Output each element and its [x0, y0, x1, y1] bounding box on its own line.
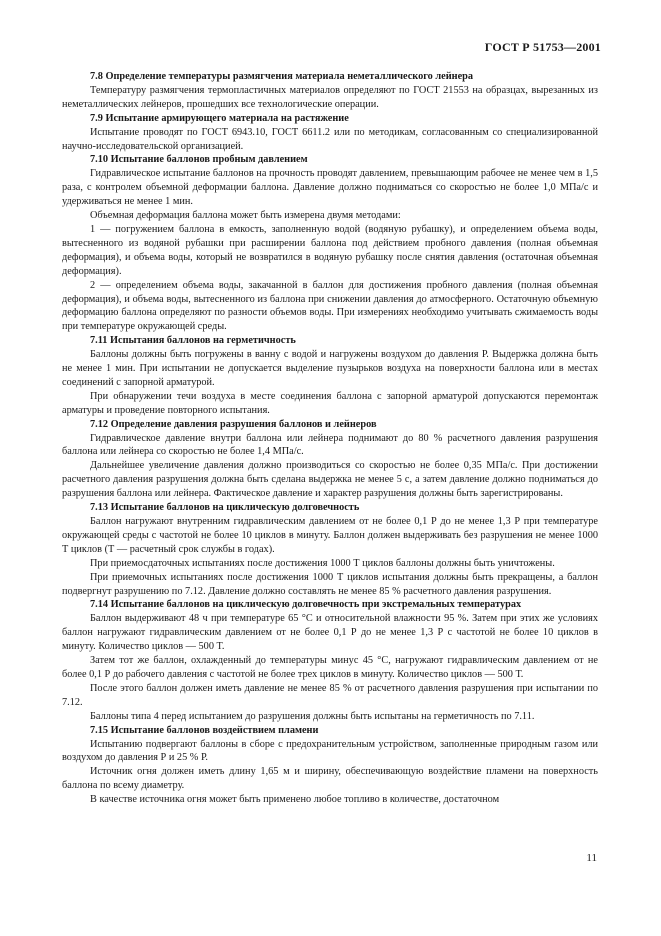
- paragraph: 2 — определением объема воды, закачанной в баллон для достижения пробного давления (полная объемная деформация), и объема воды, вытесненного из баллона при снижении давления до атмосферного. Остаточную объемную деформацию баллона определяют по разности объемов воды. При измерениях необходимо учитывать сжимаемость воды при температуре окружающей среды.: [62, 279, 598, 333]
- paragraph: Источник огня должен иметь длину 1,65 м и ширину, обеспечивающую воздействие пламени на поверхность баллона по всему диаметру.: [62, 766, 598, 792]
- paragraph: При приемочных испытаниях после достижения 1000 Т циклов испытания должны быть прекращены, а баллон подвергнут разрушению по 7.12. Давление должно составлять не менее 85 % расчетного давления разрушения.: [62, 571, 598, 597]
- paragraph: Баллоны типа 4 перед испытанием до разрушения должны быть испытаны на герметичность по 7.11.: [90, 710, 535, 722]
- section-heading: 7.10 Испытание баллонов пробным давлением: [90, 154, 308, 166]
- paragraph: Гидравлическое давление внутри баллона или лейнера поднимают до 80 % расчетного давления разрушения баллона или лейнера со скоростью не более 1,4 МПа/с.: [62, 432, 598, 458]
- paragraph: Испытанию подвергают баллоны в сборе с предохранительным устройством, заполненные природным газом или воздухом до давления Р и 25 % Р.: [62, 738, 598, 764]
- paragraph: Температуру размягчения термопластичных материалов определяют по ГОСТ 21553 на образцах, вырезанных из неметаллических лейнеров, прошедших все технологические операции.: [62, 84, 598, 110]
- paragraph: При приемосдаточных испытаниях после достижения 1000 Т циклов баллоны должны быть уничтожены.: [90, 557, 555, 569]
- paragraph: Объемная деформация баллона может быть измерена двумя методами:: [90, 210, 401, 222]
- paragraph: Баллон выдерживают 48 ч при температуре 65 °С и относительной влажности 95 %. Затем при этих же условиях баллон нагружают гидравлическим давлением от не более 0,1 Р до не менее 1,3 Р с частотой не более 10 циклов в минуту. Количество циклов — 500 Т.: [62, 613, 598, 653]
- paragraph: 1 — погружением баллона в емкость, заполненную водой (водяную рубашку), и определением объема воды, вытесненного из водяной рубашки при расширении баллона под действием пробного давления (полная объемная деформация), и объема воды, который не возвратился в водяную рубашку после снятия давления (остаточная объемная деформация).: [62, 223, 598, 277]
- section-heading: 7.15 Испытание баллонов воздействием пламени: [90, 724, 319, 736]
- section-heading: 7.13 Испытание баллонов на циклическую долговечность: [90, 502, 360, 514]
- paragraph: В качестве источника огня может быть применено любое топливо в количестве, достаточном: [90, 794, 500, 806]
- document-body: [62, 70, 598, 807]
- section-heading: 7.12 Определение давления разрушения баллонов и лейнеров: [90, 418, 377, 430]
- paragraph: Испытание проводят по ГОСТ 6943.10, ГОСТ 6611.2 или по методикам, согласованным со специализированной научно-исследовательской организацией.: [62, 126, 598, 152]
- document-code: ГОСТ Р 51753—2001: [484, 40, 601, 54]
- paragraph: Дальнейшее увеличение давления должно производиться со скоростью не более 0,35 МПа/с. При достижении расчетного давления разрушения должна быть сделана выдержка не менее 5 с, а затем давление должно подниматься до разрушения баллона или лейнера. Фактическое давление и характер разрушения должны быть зарегистрированы.: [62, 460, 598, 500]
- paragraph: Затем тот же баллон, охлажденный до температуры минус 45 °С, нагружают гидравлическим давлением от не более 0,1 Р до рабочего давления с частотой не более трех циклов в минуту. Количество циклов — 500 Т.: [62, 655, 598, 680]
- section-heading: 7.11 Испытания баллонов на герметичность: [90, 335, 296, 347]
- paragraph: При обнаружении течи воздуха в месте соединения баллона с запорной арматурой допускаются перемонтаж арматуры и проведение повторного испытания.: [62, 390, 598, 416]
- page-number: 11: [586, 852, 597, 864]
- section-heading: 7.9 Испытание армирующего материала на растяжение: [90, 112, 349, 124]
- paragraph: Баллон нагружают внутренним гидравлическим давлением от не более 0,1 Р до не менее 1,3 Р при температуре окружающей среды с частотой не более 10 циклов в минуту. Баллон должен выдерживать без разрушения не менее 1000 Т циклов (Т — расчетный срок службы в годах).: [62, 516, 598, 555]
- paragraph: Гидравлическое испытание баллонов на прочность проводят давлением, превышающим рабочее не менее чем в 1,5 раза, с контролем объемной деформации баллона. Давление должно подниматься со скоростью не более 1,0 МПа/с и удерживаться не менее 1 мин.: [62, 168, 598, 208]
- paragraph: Баллоны должны быть погружены в ванну с водой и нагружены воздухом до давления Р. Выдержка должна быть не менее 1 мин. При испытании не допускается выделение пузырьков воздуха на поверхности баллона или в местах соединений с запорной арматурой.: [62, 349, 598, 388]
- paragraph: После этого баллон должен иметь давление не менее 85 % от расчетного давления разрушения при испытании по 7.12.: [62, 682, 598, 708]
- section-heading: 7.14 Испытание баллонов на циклическую долговечность при экстремальных температурах: [90, 599, 522, 611]
- section-heading: 7.8 Определение температуры размягчения материала неметаллического лейнера: [90, 71, 474, 82]
